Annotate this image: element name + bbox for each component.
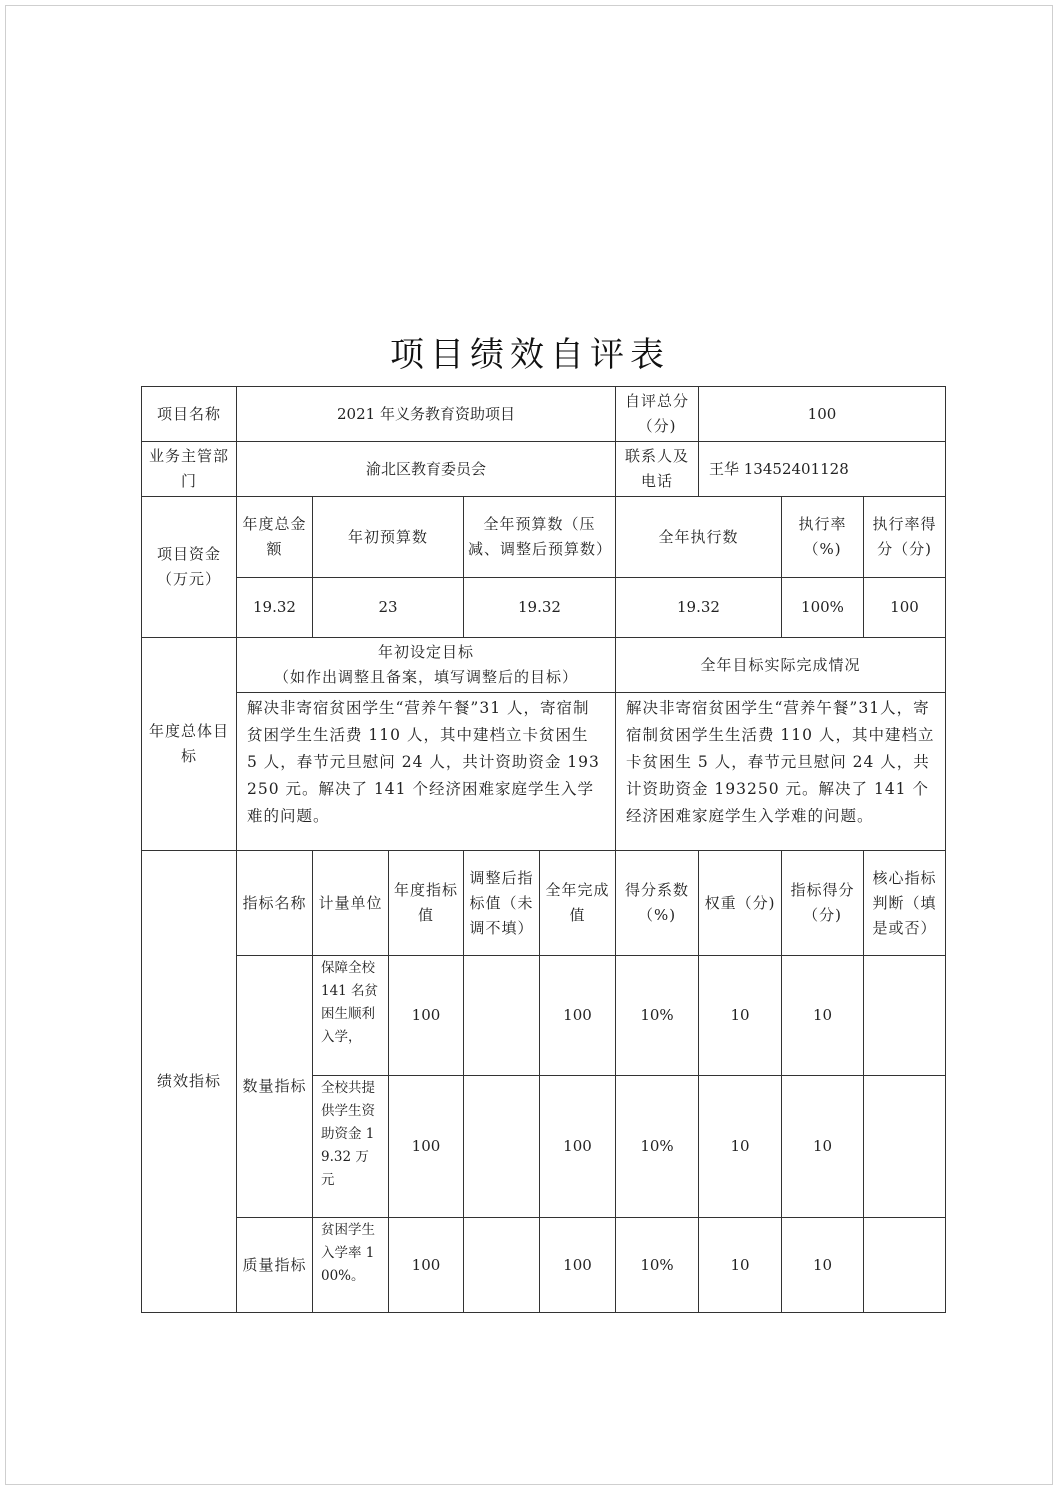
- goals-initial-header-line1: 年初设定目标: [377, 643, 474, 661]
- evaluation-table: [141, 386, 946, 1313]
- perf-header-name: 指标名称: [237, 851, 313, 956]
- funds-header-rate-score: 执行率得分（分): [864, 497, 946, 578]
- table-row: [142, 956, 946, 1076]
- indicator-actual: 100: [540, 956, 616, 1076]
- indicator-target: 100: [389, 1076, 464, 1218]
- dept-value: 渝北区教育委员会: [237, 442, 616, 497]
- indicator-core: [864, 956, 946, 1076]
- indicator-actual: 100: [540, 1076, 616, 1218]
- contact-value: 王华 13452401128: [699, 442, 946, 497]
- funds-value-executed: 19.32: [616, 578, 782, 638]
- indicator-unit: 全校共提供学生资助资金 19.32 万元: [313, 1076, 389, 1218]
- project-name-label: 项目名称: [142, 387, 237, 442]
- funds-header-rate: 执行率（%): [782, 497, 864, 578]
- funds-header-initial: 年初预算数: [313, 497, 464, 578]
- indicator-core: [864, 1076, 946, 1218]
- indicator-adjusted: [464, 1218, 540, 1313]
- project-name-value: 2021 年义务教育资助项目: [237, 387, 616, 442]
- indicator-weight: 10: [699, 956, 782, 1076]
- perf-header-adjusted: 调整后指标值（未调不填）: [464, 851, 540, 956]
- indicator-weight: 10: [699, 1218, 782, 1313]
- table-row: [142, 1218, 946, 1313]
- indicator-coef: 10%: [616, 956, 699, 1076]
- indicator-score: 10: [782, 956, 864, 1076]
- perf-header-coef: 得分系数（%): [616, 851, 699, 956]
- perf-header-target: 年度指标值: [389, 851, 464, 956]
- funds-value-total: 19.32: [237, 578, 313, 638]
- self-score-label: 自评总分（分): [616, 387, 699, 442]
- funds-label: 项目资金（万元）: [142, 497, 237, 638]
- funds-header-adjusted: 全年预算数（压减、调整后预算数）: [464, 497, 616, 578]
- funds-value-initial: 23: [313, 578, 464, 638]
- indicator-coef: 10%: [616, 1218, 699, 1313]
- perf-header-unit: 计量单位: [313, 851, 389, 956]
- self-score-value: 100: [699, 387, 946, 442]
- goals-initial-header-line2: （如作出调整且备案，填写调整后的目标）: [273, 668, 578, 686]
- funds-header-total: 年度总金额: [237, 497, 313, 578]
- performance-label: 绩效指标: [142, 851, 237, 1313]
- contact-label: 联系人及电话: [616, 442, 699, 497]
- page-title: 项目绩效自评表: [390, 335, 670, 375]
- goals-initial-text: 解决非寄宿贫困学生“营养午餐”31 人，寄宿制贫困学生生活费 110 人，其中建档立卡贫困生 5 人，春节元旦慰问 24 人，共计资助资金 193250 元。解决了 141 个经济困难家庭学生入学难的问题。: [237, 693, 616, 851]
- indicator-adjusted: [464, 956, 540, 1076]
- funds-header-executed: 全年执行数: [616, 497, 782, 578]
- goals-actual-header: 全年目标实际完成情况: [616, 638, 946, 693]
- indicator-unit: 保障全校 141 名贫困生顺利入学，: [313, 956, 389, 1076]
- indicator-weight: 10: [699, 1076, 782, 1218]
- goals-actual-text: 解决非寄宿贫困学生“营养午餐”31人，寄宿制贫困学生生活费 110 人，其中建档立卡贫困生 5 人，春节元旦慰问 24 人，共计资助资金 193250 元。解决了 141 个经济困难家庭学生入学难的问题。: [616, 693, 946, 851]
- perf-header-core: 核心指标判断（填是或否）: [864, 851, 946, 956]
- indicator-score: 10: [782, 1076, 864, 1218]
- indicator-actual: 100: [540, 1218, 616, 1313]
- funds-value-rate-score: 100: [864, 578, 946, 638]
- group-name-quantity: 数量指标: [237, 956, 313, 1218]
- indicator-coef: 10%: [616, 1076, 699, 1218]
- goals-initial-header: [237, 638, 616, 693]
- dept-label: 业务主管部门: [142, 442, 237, 497]
- funds-value-rate: 100%: [782, 578, 864, 638]
- indicator-adjusted: [464, 1076, 540, 1218]
- indicator-target: 100: [389, 1218, 464, 1313]
- perf-header-score: 指标得分（分): [782, 851, 864, 956]
- indicator-score: 10: [782, 1218, 864, 1313]
- indicator-target: 100: [389, 956, 464, 1076]
- indicator-unit: 贫困学生入学率 100%。: [313, 1218, 389, 1313]
- indicator-core: [864, 1218, 946, 1313]
- group-name-quality: 质量指标: [237, 1218, 313, 1313]
- funds-value-adjusted: 19.32: [464, 578, 616, 638]
- perf-header-weight: 权重（分): [699, 851, 782, 956]
- perf-header-actual: 全年完成值: [540, 851, 616, 956]
- goals-label: 年度总体目标: [142, 638, 237, 851]
